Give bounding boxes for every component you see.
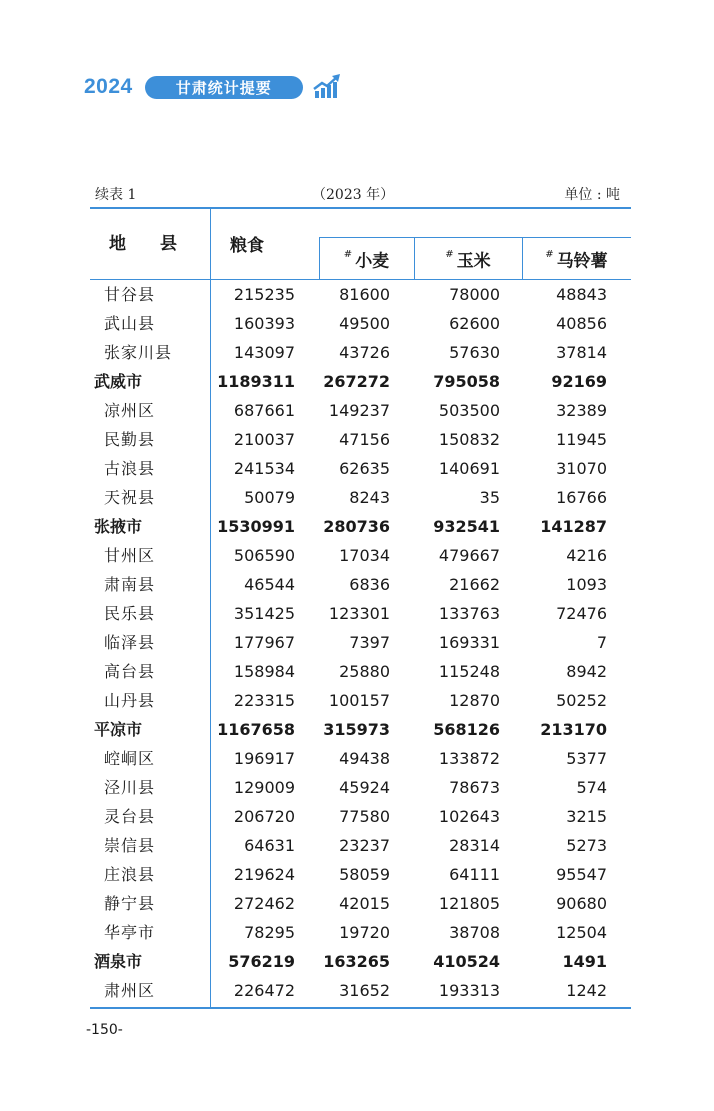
grain-value: 272462: [233, 894, 295, 913]
potato-value: 3215: [566, 807, 607, 826]
grain-value: 219624: [233, 865, 295, 884]
table-row: [90, 570, 631, 599]
table-row: [90, 976, 631, 1005]
grain-value: 210037: [233, 430, 295, 449]
table-row: [90, 657, 631, 686]
potato-value: 8942: [566, 662, 607, 681]
region-name: 天祝县: [104, 488, 156, 507]
wheat-value: 149237: [328, 401, 390, 420]
corn-value: 410524: [433, 952, 500, 971]
table-row: [90, 309, 631, 338]
wheat-value: 49438: [339, 749, 390, 768]
potato-value: 48843: [556, 285, 607, 304]
region-name: 平凉市: [94, 720, 143, 739]
grain-value: 226472: [233, 981, 295, 1000]
region-name: 民乐县: [104, 604, 156, 623]
potato-value: 1242: [566, 981, 607, 1000]
region-name: 武威市: [94, 372, 143, 391]
table-row: [90, 773, 631, 802]
grain-value: 50079: [244, 488, 295, 507]
grain-value: 143097: [233, 343, 295, 362]
corn-value: 78000: [449, 285, 500, 304]
potato-value: 16766: [556, 488, 607, 507]
region-name: 山丹县: [104, 691, 156, 710]
corn-value: 121805: [438, 894, 500, 913]
corn-value: 102643: [438, 807, 500, 826]
wheat-value: 163265: [323, 952, 390, 971]
grain-value: 196917: [233, 749, 295, 768]
wheat-value: 49500: [339, 314, 390, 333]
region-name: 古浪县: [104, 459, 156, 478]
potato-value: 213170: [540, 720, 607, 739]
page-header: [84, 72, 341, 102]
table-row: [90, 744, 631, 773]
table-row: [90, 686, 631, 715]
table-row: [90, 338, 631, 367]
potato-value: 92169: [551, 372, 607, 391]
grain-value: 215235: [233, 285, 295, 304]
potato-value: 1491: [562, 952, 607, 971]
table-row: [90, 599, 631, 628]
page-number: -150-: [86, 1022, 123, 1038]
grain-value: 158984: [233, 662, 295, 681]
table-row: [90, 831, 631, 860]
grain-value: 160393: [233, 314, 295, 333]
potato-value: 7: [596, 633, 607, 652]
corn-value: 193313: [438, 981, 500, 1000]
region-name: 民勤县: [104, 430, 156, 449]
wheat-value: 267272: [323, 372, 390, 391]
potato-value: 31070: [556, 459, 607, 478]
table-row: [90, 454, 631, 483]
region-name: 肃南县: [104, 575, 156, 594]
table-row: [90, 628, 631, 657]
grain-value: 223315: [233, 691, 295, 710]
corn-value: 169331: [438, 633, 500, 652]
grain-value: 1189311: [217, 372, 295, 391]
corn-value: 57630: [449, 343, 500, 362]
region-name: 临泽县: [104, 633, 156, 652]
table-row: [90, 541, 631, 570]
region-name: 灵台县: [104, 807, 156, 826]
grain-value: 64631: [244, 836, 295, 855]
wheat-value: 100157: [328, 691, 390, 710]
corn-value: 12870: [449, 691, 500, 710]
wheat-value: 123301: [328, 604, 390, 623]
region-name: 张掖市: [94, 517, 143, 536]
corn-value: 133872: [438, 749, 500, 768]
wheat-value: 6836: [349, 575, 390, 594]
corn-value: 62600: [449, 314, 500, 333]
corn-value: 479667: [438, 546, 500, 565]
potato-value: 5377: [566, 749, 607, 768]
region-name: 静宁县: [104, 894, 156, 913]
corn-value: 28314: [449, 836, 500, 855]
grain-value: 129009: [233, 778, 295, 797]
region-name: 张家川县: [104, 343, 173, 362]
corn-value: 78673: [449, 778, 500, 797]
corn-value: 133763: [438, 604, 500, 623]
grain-value: 177967: [233, 633, 295, 652]
potato-value: 12504: [556, 923, 607, 942]
corn-value: 38708: [449, 923, 500, 942]
region-name: 崇信县: [104, 836, 156, 855]
wheat-value: 31652: [339, 981, 390, 1000]
grain-value: 351425: [233, 604, 295, 623]
wheat-value: 280736: [323, 517, 390, 536]
table-bottom-rule: [90, 1007, 631, 1009]
corn-value: 795058: [433, 372, 500, 391]
wheat-value: 42015: [339, 894, 390, 913]
potato-value: 4216: [566, 546, 607, 565]
header-corn: # 玉米: [445, 249, 491, 272]
grain-value: 687661: [233, 401, 295, 420]
wheat-value: 19720: [339, 923, 390, 942]
wheat-value: 7397: [349, 633, 390, 652]
wheat-value: 17034: [339, 546, 390, 565]
potato-value: 32389: [556, 401, 607, 420]
region-name: 酒泉市: [94, 952, 143, 971]
wheat-value: 81600: [339, 285, 390, 304]
potato-value: 1093: [566, 575, 607, 594]
header-wheat: # 小麦: [343, 249, 390, 272]
potato-value: 90680: [556, 894, 607, 913]
region-name: 甘州区: [104, 546, 156, 565]
header-region: 地 县: [109, 234, 191, 254]
grain-value: 241534: [233, 459, 295, 478]
corn-value: 35: [479, 488, 500, 507]
table-row: [90, 280, 631, 309]
region-name: 崆峒区: [104, 749, 156, 768]
corn-value: 150832: [438, 430, 500, 449]
potato-value: 40856: [556, 314, 607, 333]
grain-value: 506590: [233, 546, 295, 565]
region-name: 华亭市: [104, 923, 156, 942]
wheat-value: 43726: [339, 343, 390, 362]
table-row: [90, 367, 631, 396]
region-name: 高台县: [104, 662, 156, 681]
wheat-value: 8243: [349, 488, 390, 507]
region-name: 甘谷县: [104, 285, 156, 304]
table-row: [90, 918, 631, 947]
region-name: 肃州区: [104, 981, 156, 1000]
table-unit: 单位 : 吨: [564, 187, 620, 203]
grain-value: 78295: [244, 923, 295, 942]
wheat-value: 45924: [339, 778, 390, 797]
header-grain: 粮食: [230, 236, 264, 256]
potato-value: 574: [576, 778, 607, 797]
wheat-value: 315973: [323, 720, 390, 739]
wheat-value: 58059: [339, 865, 390, 884]
table-row: [90, 889, 631, 918]
region-name: 凉州区: [104, 401, 156, 420]
table-row: [90, 802, 631, 831]
grain-value: 1167658: [217, 720, 295, 739]
corn-value: 503500: [438, 401, 500, 420]
potato-value: 95547: [556, 865, 607, 884]
potato-value: 5273: [566, 836, 607, 855]
corn-value: 140691: [438, 459, 500, 478]
grain-value: 46544: [244, 575, 295, 594]
table-continued-label: 续表 1: [95, 187, 137, 203]
potato-value: 50252: [556, 691, 607, 710]
table-row: [90, 860, 631, 889]
corn-value: 932541: [433, 517, 500, 536]
book-title-badge: 甘肃统计提要: [145, 76, 303, 99]
table-row: [90, 483, 631, 512]
wheat-value: 23237: [339, 836, 390, 855]
table-top-rule: [90, 207, 631, 209]
corn-value: 568126: [433, 720, 500, 739]
region-name: 庄浪县: [104, 865, 156, 884]
header-potato: # 马铃薯: [545, 249, 608, 272]
table-period: （2023 年）: [312, 187, 395, 203]
grain-value: 576219: [228, 952, 295, 971]
wheat-value: 25880: [339, 662, 390, 681]
header-year: 2024: [84, 75, 133, 98]
region-name: 泾川县: [104, 778, 156, 797]
potato-value: 37814: [556, 343, 607, 362]
wheat-value: 47156: [339, 430, 390, 449]
potato-value: 72476: [556, 604, 607, 623]
table-row: [90, 425, 631, 454]
potato-value: 11945: [556, 430, 607, 449]
table-row: [90, 715, 631, 744]
wheat-value: 62635: [339, 459, 390, 478]
table-row: [90, 947, 631, 976]
wheat-value: 77580: [339, 807, 390, 826]
corn-value: 21662: [449, 575, 500, 594]
potato-value: 141287: [540, 517, 607, 536]
table-body: [90, 280, 631, 1005]
table-row: [90, 512, 631, 541]
corn-value: 115248: [438, 662, 500, 681]
table-row: [90, 396, 631, 425]
trend-chart-icon: [313, 74, 341, 100]
region-name: 武山县: [104, 314, 156, 333]
corn-value: 64111: [449, 865, 500, 884]
grain-value: 1530991: [217, 517, 295, 536]
grain-value: 206720: [233, 807, 295, 826]
